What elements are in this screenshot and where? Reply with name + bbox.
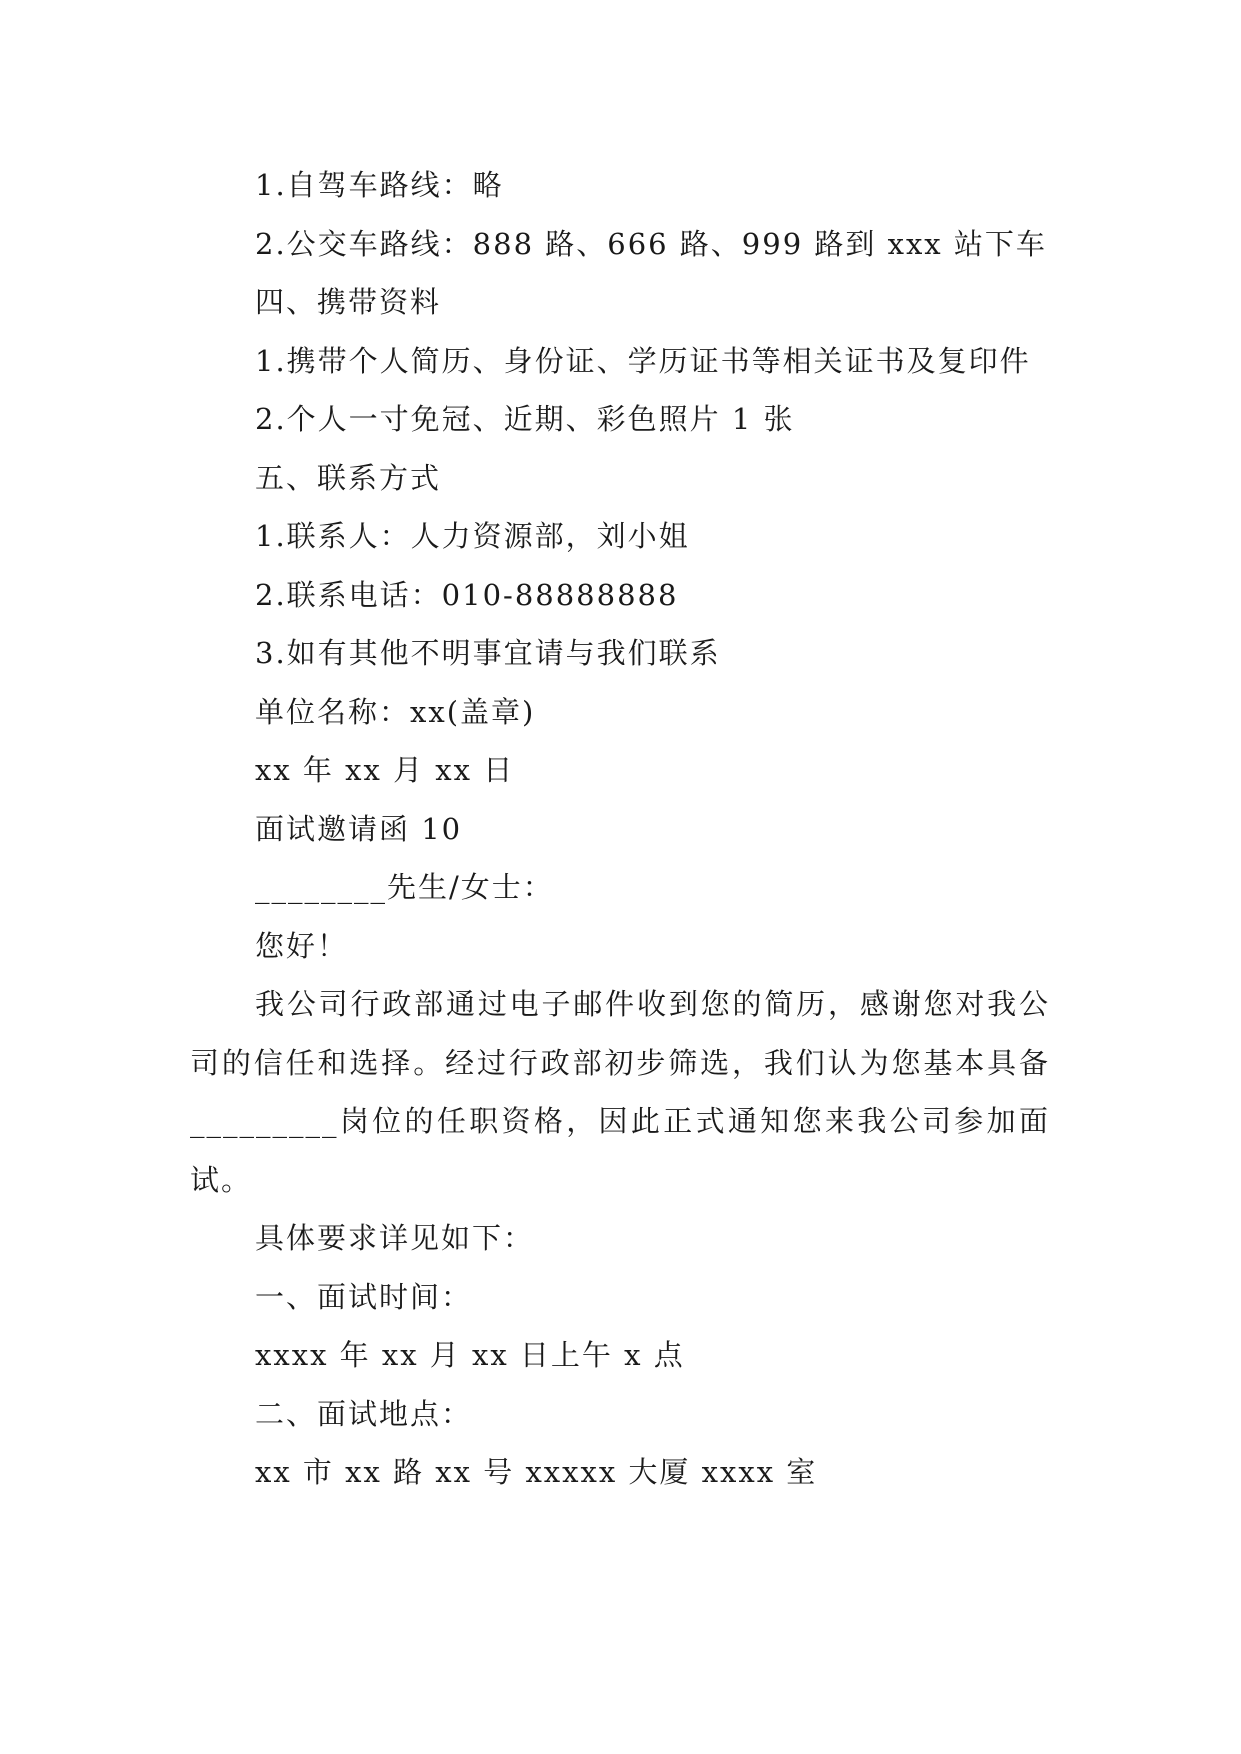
letter-title: 面试邀请函 10 <box>255 811 463 846</box>
contact-phone: 2.联系电话：010-88888888 <box>255 577 679 612</box>
contact-person: 1.联系人：人力资源部，刘小姐 <box>255 519 690 553</box>
route-self-drive: 1.自驾车路线：略 <box>255 168 504 202</box>
interview-time: xxxx 年 xx 月 xx 日上午 x 点 <box>255 1338 685 1372</box>
requirements-intro: 具体要求详见如下： <box>255 1221 535 1255</box>
company-name: 单位名称：xx(盖章) <box>255 694 536 729</box>
salutation: ________先生/女士： <box>255 870 554 904</box>
section-heading-contact: 五、联系方式 <box>255 460 442 495</box>
interview-location: xx 市 xx 路 xx 号 xxxxx 大厦 xxxx 室 <box>255 1455 818 1489</box>
greeting: 您好！ <box>255 928 349 963</box>
section-heading-time: 一、面试时间： <box>255 1279 473 1314</box>
document-body <box>190 156 1050 1502</box>
materials-item-2: 2.个人一寸免冠、近期、彩色照片 1 张 <box>255 402 795 436</box>
body-paragraph: 我公司行政部通过电子邮件收到您的简历，感谢您对我公司的信任和选择。经过行政部初步筛选，我们认为您基本具备_________岗位的任职资格，因此正式通知您来我公司参加面试。 <box>190 987 1050 1197</box>
materials-item-1: 1.携带个人简历、身份证、学历证书等相关证书及复印件 <box>255 343 1031 378</box>
route-bus: 2.公交车路线：888 路、666 路、999 路到 xxx 站下车 <box>255 226 1047 261</box>
contact-note: 3.如有其他不明事宜请与我们联系 <box>255 636 721 670</box>
section-heading-materials: 四、携带资料 <box>255 285 442 319</box>
section-heading-location: 二、面试地点： <box>255 1396 473 1431</box>
letter-date: xx 年 xx 月 xx 日 <box>255 753 515 787</box>
